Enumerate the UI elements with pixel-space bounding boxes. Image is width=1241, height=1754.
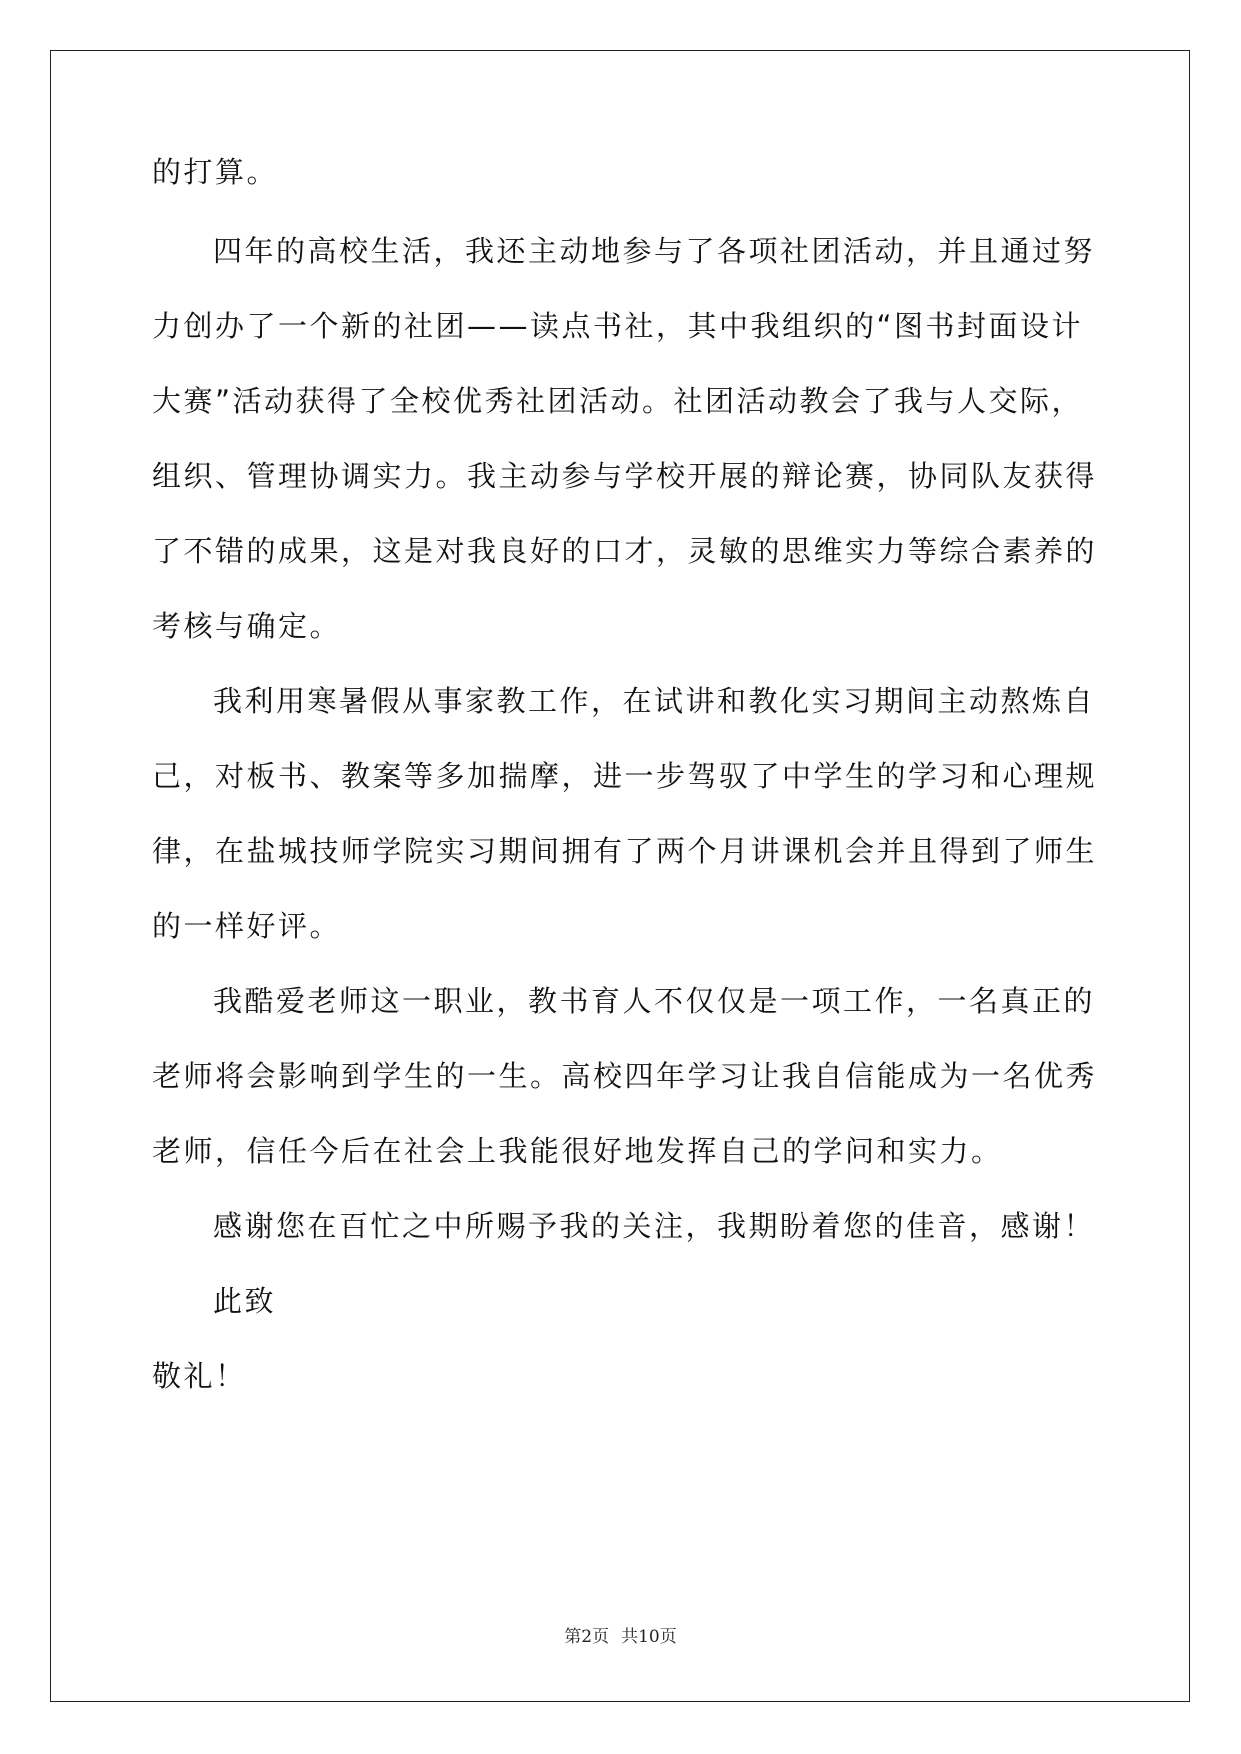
text-line: 了不错的成果，这是对我良好的口才，灵敏的思维实力等综合素养的 [152,534,1098,568]
text-line: 感谢您在百忙之中所赐予我的关注，我期盼着您的佳音，感谢！ [213,1209,1096,1243]
page-footer [0,1622,1241,1647]
text-line: 我利用寒暑假从事家教工作，在试讲和教化实习期间主动熬炼自 [213,684,1096,718]
text-line: 大赛”活动获得了全校优秀社团活动。社团活动教会了我与人交际， [152,384,1084,418]
closing-regards: 敬礼！ [152,1359,247,1393]
text-line: 力创办了一个新的社团——读点书社，其中我组织的“图书封面设计 [152,309,1084,343]
text-line: 的一样好评。 [152,909,342,943]
text-line: 己，对板书、教案等多加揣摩，进一步驾驭了中学生的学习和心理规 [152,759,1098,793]
page-border [50,50,1190,1702]
text-line: 四年的高校生活，我还主动地参与了各项社团活动，并且通过努 [213,234,1096,268]
text-line: 老师，信任今后在社会上我能很好地发挥自己的学问和实力。 [152,1134,1003,1168]
text-line: 我酷爱老师这一职业，教书育人不仅仅是一项工作，一名真正的 [213,984,1096,1018]
closing-salutation: 此致 [213,1284,277,1318]
page-number: 第2页 [564,1627,610,1647]
page-total: 共10页 [621,1627,677,1647]
text-line: 律，在盐城技师学院实习期间拥有了两个月讲课机会并且得到了师生 [152,834,1098,868]
text-line: 老师将会影响到学生的一生。高校四年学习让我自信能成为一名优秀 [152,1059,1098,1093]
text-line: 考核与确定。 [152,609,342,643]
text-line: 的打算。 [152,155,279,189]
text-line: 组织、管理协调实力。我主动参与学校开展的辩论赛，协同队友获得 [152,459,1098,493]
